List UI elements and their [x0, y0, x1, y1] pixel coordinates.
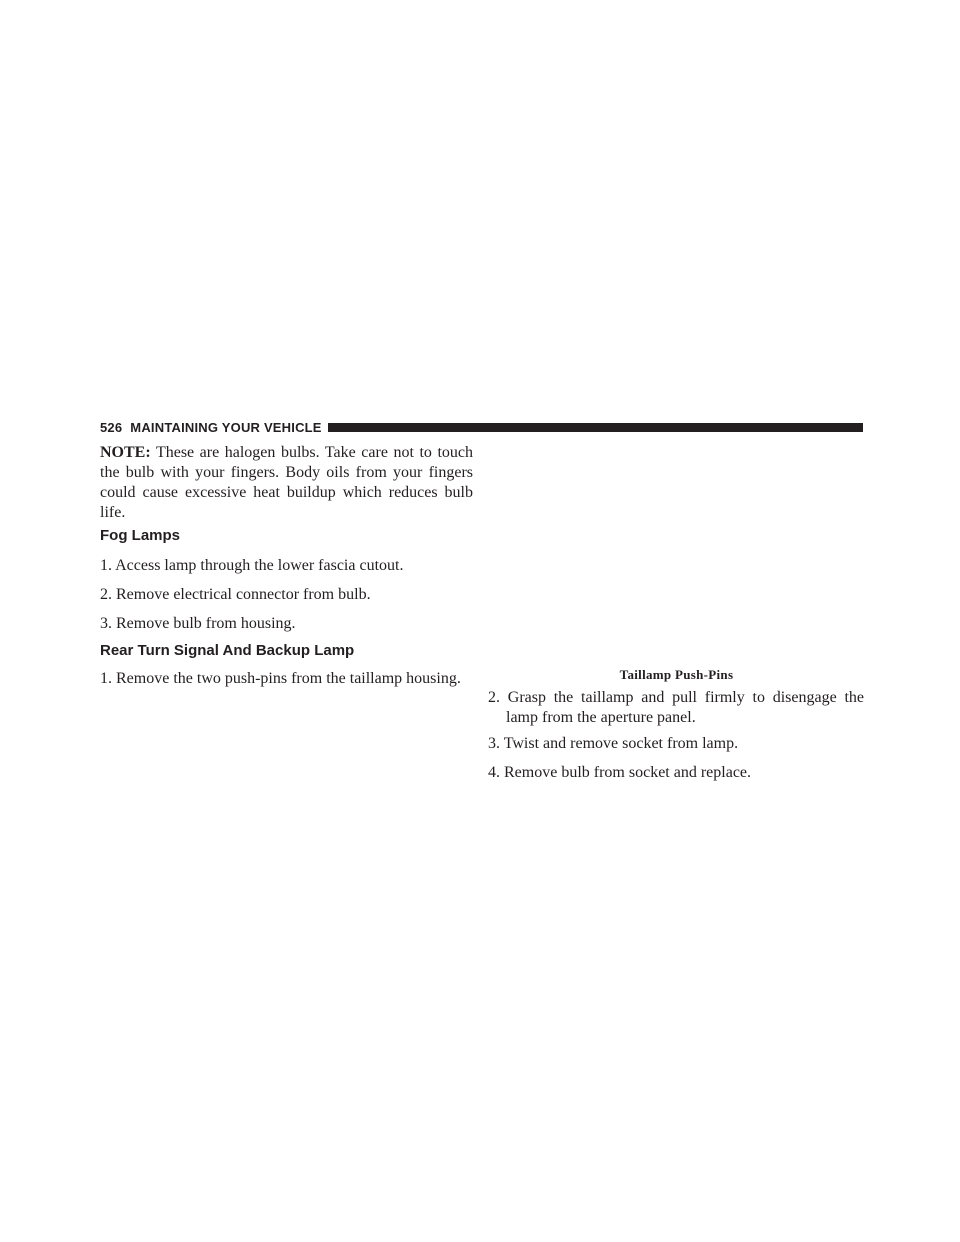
fog-step-2: 2. Remove electrical connector from bulb. — [100, 586, 371, 603]
rear-step-4: 4. Remove bulb from socket and replace. — [488, 764, 752, 781]
rear-step-3: 3. Twist and remove socket from lamp. — [488, 735, 739, 752]
note-paragraph — [100, 443, 473, 523]
fog-lamps-heading: Fog Lamps — [100, 527, 181, 544]
rear-step-1: 1. Remove the two push-pins from the taillamp housing. — [100, 670, 461, 687]
note-label: NOTE: — [100, 444, 151, 461]
figure-caption: Taillamp Push-Pins — [619, 667, 734, 682]
fog-step-1: 1. Access lamp through the lower fascia cutout. — [100, 557, 404, 574]
header-rule — [328, 423, 863, 432]
fog-step-3: 3. Remove bulb from housing. — [100, 615, 296, 632]
taillamp-figure — [490, 443, 863, 663]
section-title: MAINTAINING YOUR VEHICLE — [130, 419, 322, 435]
page-header — [100, 417, 863, 437]
page-number: 526 — [100, 419, 123, 435]
rear-step-2: 2. Grasp the taillamp and pull firmly to disengage the lamp from the aperture panel. — [488, 689, 864, 726]
note-text: These are halogen bulbs. Take care not to touch the bulb with your fingers. Body oils from your fingers could cause excessive heat buildup which reduces bulb life. — [100, 444, 473, 521]
rear-turn-heading: Rear Turn Signal And Backup Lamp — [100, 642, 355, 659]
